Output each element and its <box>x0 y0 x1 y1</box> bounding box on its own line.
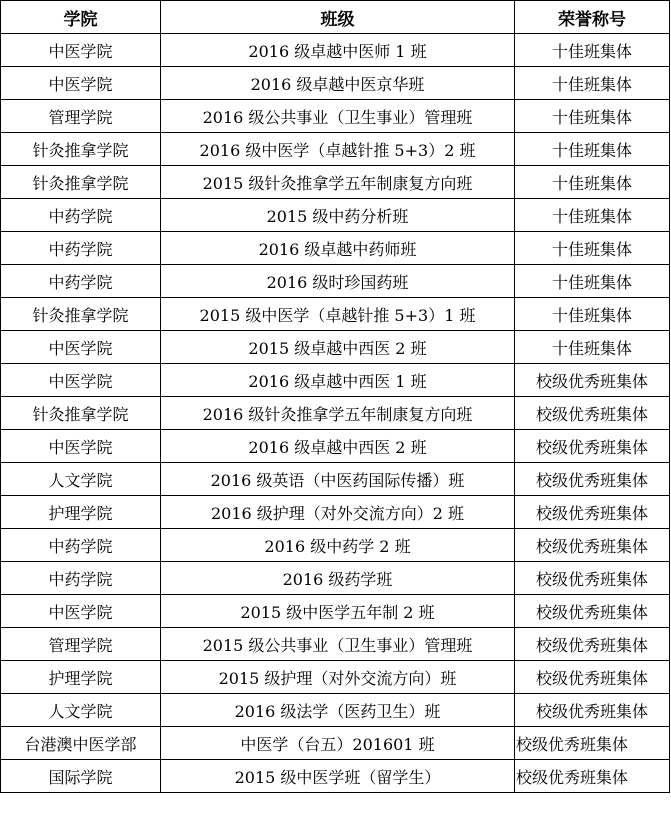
cell-college: 管理学院 <box>1 100 161 133</box>
cell-honor: 十佳班集体 <box>515 166 670 199</box>
table-row <box>1 232 670 265</box>
cell-class: 2016 级卓越中医师 1 班 <box>161 34 515 67</box>
cell-college: 针灸推拿学院 <box>1 133 161 166</box>
table-row <box>1 34 670 67</box>
cell-honor: 校级优秀班集体 <box>515 496 670 529</box>
cell-class: 2015 级中医学班（留学生） <box>161 760 515 793</box>
cell-college: 中医学院 <box>1 430 161 463</box>
cell-class: 2015 级中医学（卓越针推 5+3）1 班 <box>161 298 515 331</box>
table-row <box>1 562 670 595</box>
cell-class: 2015 级针灸推拿学五年制康复方向班 <box>161 166 515 199</box>
table-row <box>1 364 670 397</box>
header-class: 班级 <box>161 1 515 34</box>
table-row <box>1 397 670 430</box>
cell-college: 中医学院 <box>1 34 161 67</box>
cell-class: 2016 级英语（中医药国际传播）班 <box>161 463 515 496</box>
cell-class: 2016 级公共事业（卫生事业）管理班 <box>161 100 515 133</box>
cell-class: 2015 级公共事业（卫生事业）管理班 <box>161 628 515 661</box>
cell-college: 针灸推拿学院 <box>1 298 161 331</box>
cell-class: 2016 级护理（对外交流方向）2 班 <box>161 496 515 529</box>
table-row <box>1 265 670 298</box>
cell-class: 2016 级中医学（卓越针推 5+3）2 班 <box>161 133 515 166</box>
cell-class: 2015 级中药分析班 <box>161 199 515 232</box>
cell-college: 管理学院 <box>1 628 161 661</box>
cell-college: 中医学院 <box>1 595 161 628</box>
table-row <box>1 331 670 364</box>
table-row <box>1 298 670 331</box>
cell-college: 中药学院 <box>1 199 161 232</box>
cell-honor: 十佳班集体 <box>515 298 670 331</box>
cell-class: 中医学（台五）201601 班 <box>161 727 515 760</box>
cell-class: 2016 级针灸推拿学五年制康复方向班 <box>161 397 515 430</box>
cell-honor: 校级优秀班集体 <box>515 430 670 463</box>
cell-college: 人文学院 <box>1 694 161 727</box>
table-row <box>1 727 670 760</box>
cell-honor: 校级优秀班集体 <box>515 529 670 562</box>
cell-honor: 校级优秀班集体 <box>515 727 670 760</box>
table-row <box>1 166 670 199</box>
cell-honor: 十佳班集体 <box>515 67 670 100</box>
cell-college: 针灸推拿学院 <box>1 166 161 199</box>
cell-class: 2015 级卓越中西医 2 班 <box>161 331 515 364</box>
cell-class: 2016 级卓越中西医 1 班 <box>161 364 515 397</box>
cell-college: 护理学院 <box>1 661 161 694</box>
cell-college: 国际学院 <box>1 760 161 793</box>
cell-class: 2016 级卓越中医京华班 <box>161 67 515 100</box>
cell-honor: 校级优秀班集体 <box>515 562 670 595</box>
cell-class: 2015 级中医学五年制 2 班 <box>161 595 515 628</box>
cell-class: 2016 级中药学 2 班 <box>161 529 515 562</box>
cell-honor: 十佳班集体 <box>515 232 670 265</box>
cell-honor: 校级优秀班集体 <box>515 595 670 628</box>
table-row <box>1 694 670 727</box>
cell-college: 中药学院 <box>1 529 161 562</box>
cell-college: 中医学院 <box>1 364 161 397</box>
table-row <box>1 199 670 232</box>
header-row <box>1 1 670 34</box>
table-row <box>1 529 670 562</box>
cell-honor: 校级优秀班集体 <box>515 628 670 661</box>
cell-college: 人文学院 <box>1 463 161 496</box>
cell-college: 中药学院 <box>1 562 161 595</box>
cell-honor: 校级优秀班集体 <box>515 463 670 496</box>
cell-college: 台港澳中医学部 <box>1 727 161 760</box>
table-row <box>1 661 670 694</box>
table-row <box>1 628 670 661</box>
cell-honor: 校级优秀班集体 <box>515 760 670 793</box>
header-honor: 荣誉称号 <box>515 1 670 34</box>
cell-class: 2016 级药学班 <box>161 562 515 595</box>
table-row <box>1 67 670 100</box>
cell-college: 中药学院 <box>1 265 161 298</box>
cell-class: 2016 级法学（医药卫生）班 <box>161 694 515 727</box>
table-row <box>1 760 670 793</box>
cell-honor: 十佳班集体 <box>515 100 670 133</box>
cell-class: 2015 级护理（对外交流方向）班 <box>161 661 515 694</box>
cell-honor: 十佳班集体 <box>515 265 670 298</box>
cell-honor: 校级优秀班集体 <box>515 661 670 694</box>
cell-college: 针灸推拿学院 <box>1 397 161 430</box>
cell-college: 中医学院 <box>1 67 161 100</box>
cell-honor: 十佳班集体 <box>515 331 670 364</box>
table-row <box>1 430 670 463</box>
cell-class: 2016 级卓越中西医 2 班 <box>161 430 515 463</box>
table-row <box>1 463 670 496</box>
cell-honor: 校级优秀班集体 <box>515 397 670 430</box>
cell-college: 中医学院 <box>1 331 161 364</box>
cell-class: 2016 级时珍国药班 <box>161 265 515 298</box>
cell-college: 中药学院 <box>1 232 161 265</box>
cell-college: 护理学院 <box>1 496 161 529</box>
cell-honor: 十佳班集体 <box>515 199 670 232</box>
table-row <box>1 595 670 628</box>
cell-honor: 校级优秀班集体 <box>515 694 670 727</box>
cell-honor: 校级优秀班集体 <box>515 364 670 397</box>
header-college: 学院 <box>1 1 161 34</box>
table-row <box>1 133 670 166</box>
table-row <box>1 496 670 529</box>
cell-honor: 十佳班集体 <box>515 133 670 166</box>
table-row <box>1 100 670 133</box>
cell-class: 2016 级卓越中药师班 <box>161 232 515 265</box>
cell-honor: 十佳班集体 <box>515 34 670 67</box>
